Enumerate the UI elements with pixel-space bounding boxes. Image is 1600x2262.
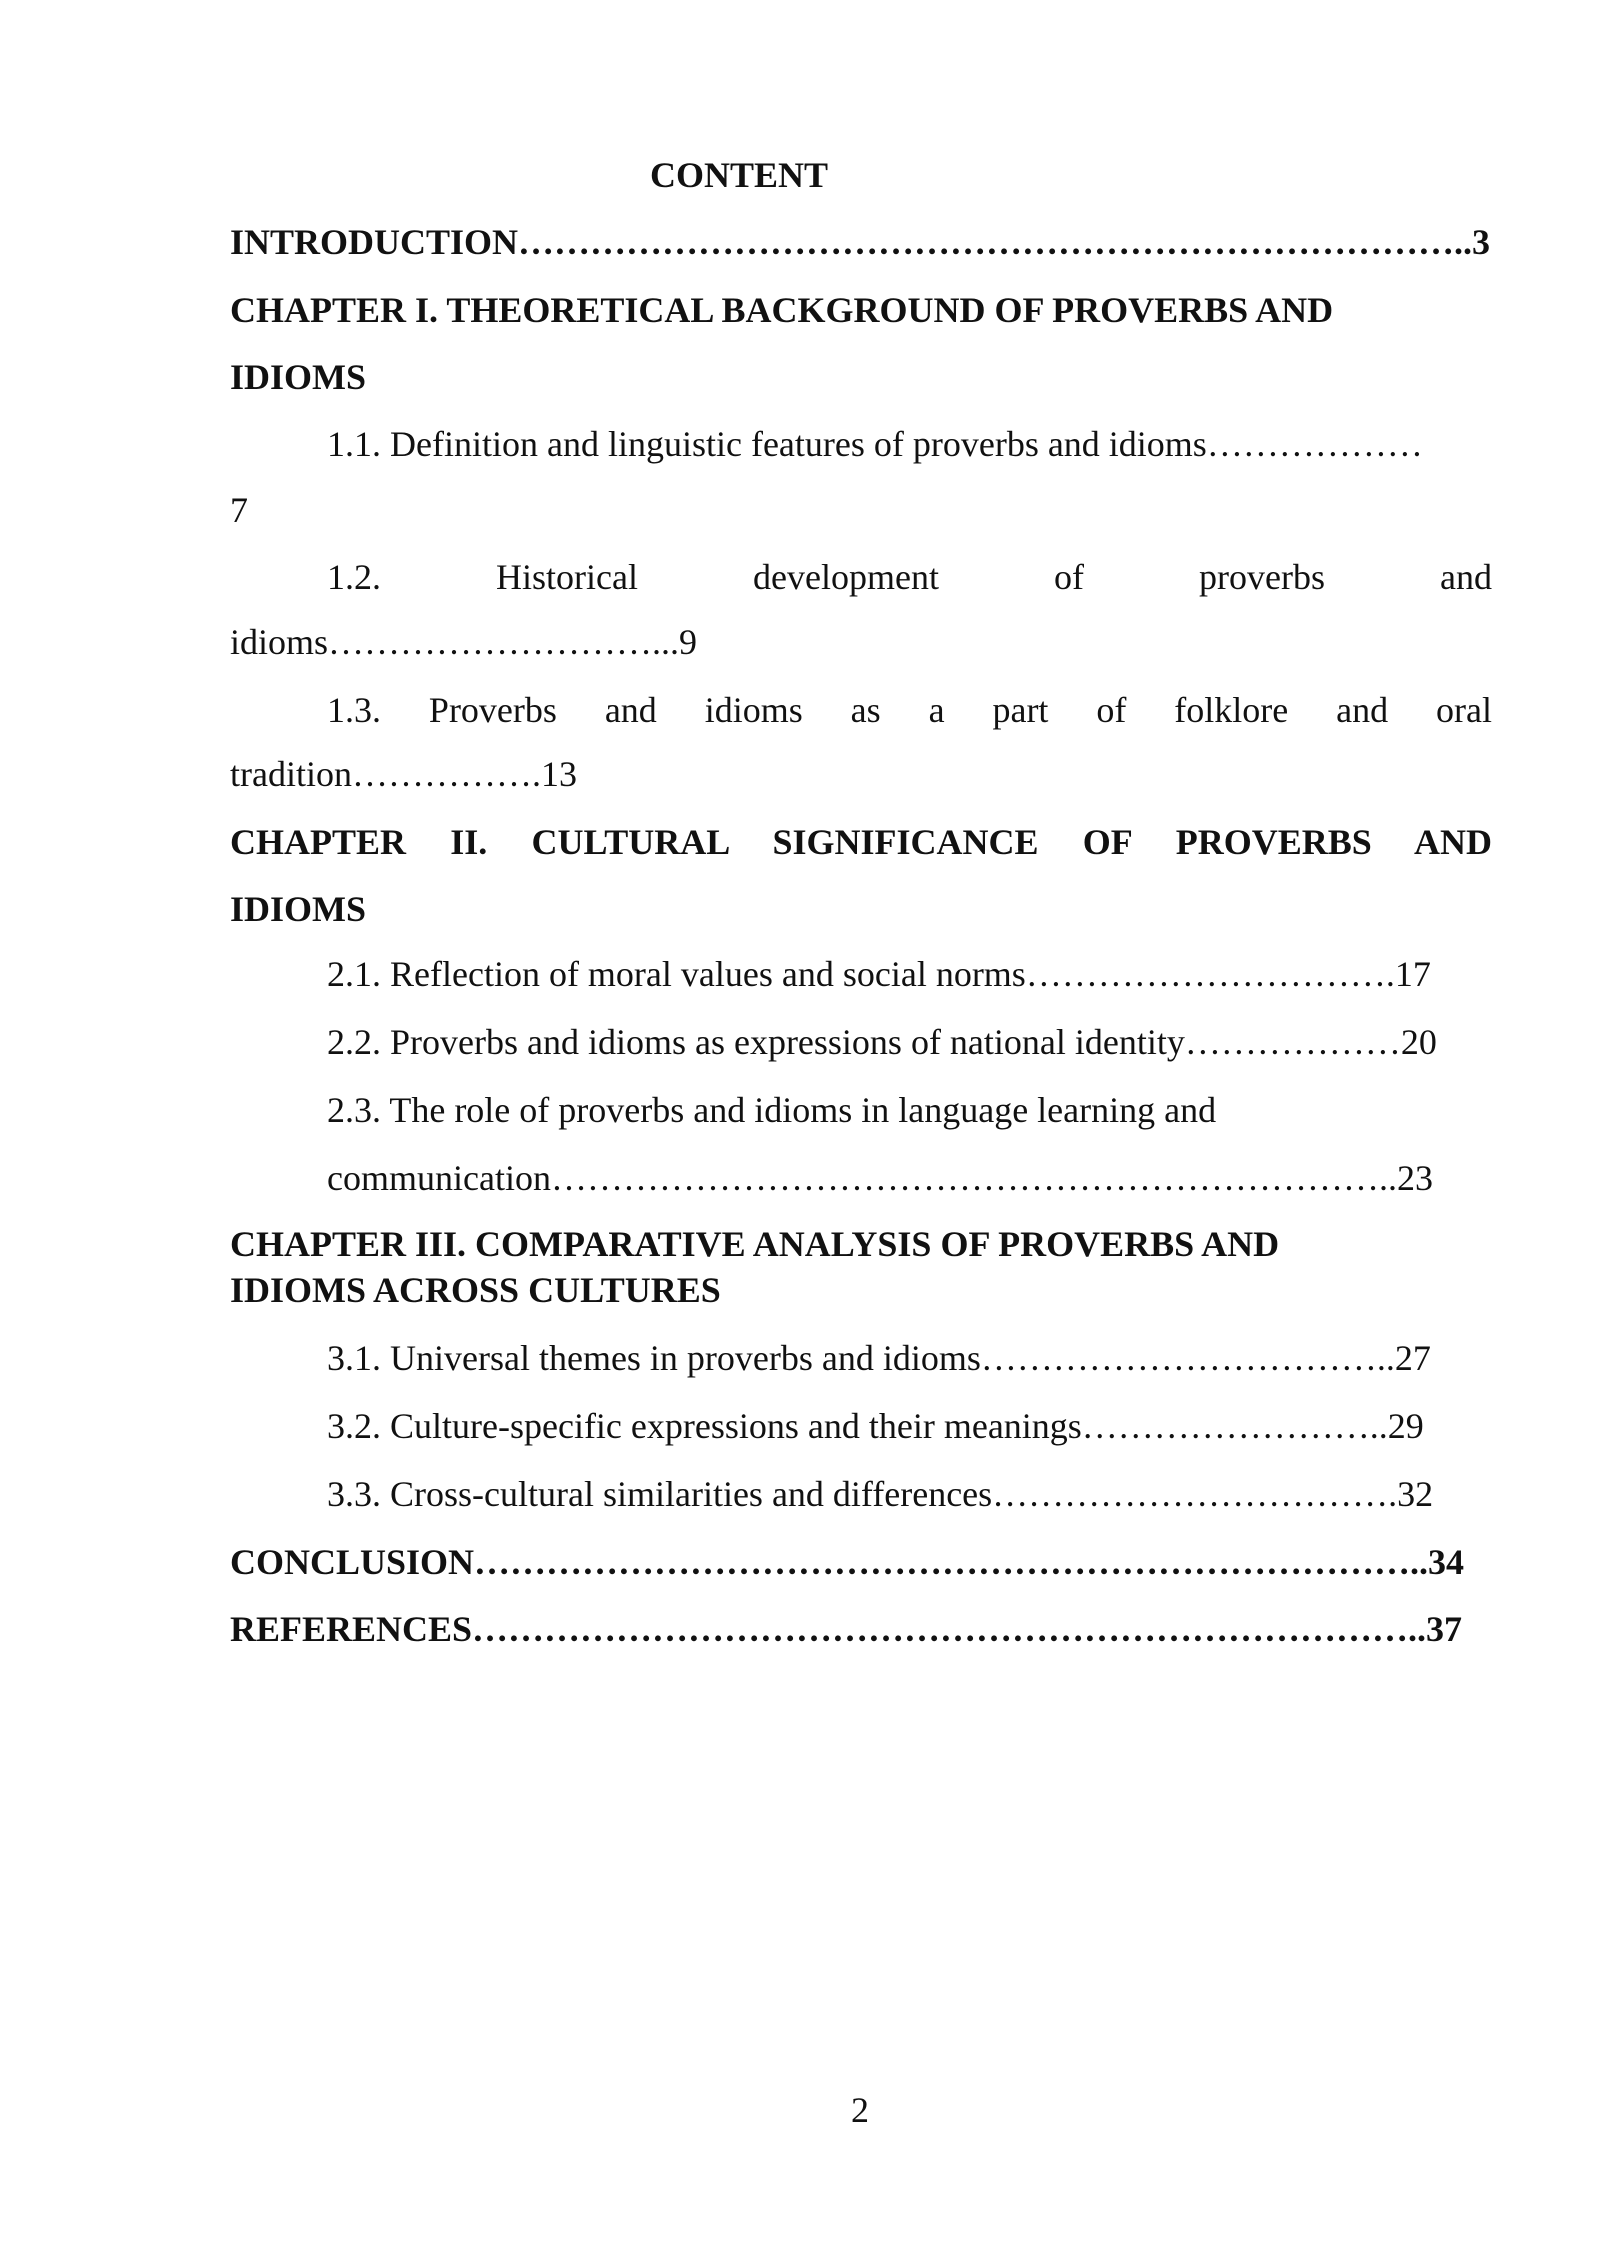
toc-chapter-3-line-1: CHAPTER III. COMPARATIVE ANALYSIS OF PROVERBS AND <box>230 1224 1280 1264</box>
toc-references: REFERENCES……………………………………………………………………..37 <box>230 1609 1463 1649</box>
toc-section-2-1: 2.1. Reflection of moral values and social norms………………………….17 <box>327 954 1431 994</box>
toc-section-3-2: 3.2. Culture-specific expressions and their meanings……………………..29 <box>327 1406 1424 1446</box>
toc-chapter-1-line-2: IDIOMS <box>230 357 367 397</box>
page-number: 2 <box>851 2090 869 2130</box>
toc-section-1-3-line-2: tradition…………….13 <box>230 754 577 794</box>
toc-section-3-1: 3.1. Universal themes in proverbs and idioms……………………………..27 <box>327 1338 1431 1378</box>
toc-section-1-3-line-1: 1.3. Proverbs and idioms as a part of folklore and oral <box>327 690 1492 730</box>
toc-section-2-3-line-1: 2.3. The role of proverbs and idioms in language learning and <box>327 1090 1217 1130</box>
toc-introduction: INTRODUCTION……………………………………………………………………..3 <box>230 222 1491 262</box>
toc-section-1-2-line-1: 1.2. Historical development of proverbs and <box>327 557 1492 597</box>
toc-chapter-2-line-1: CHAPTER II. CULTURAL SIGNIFICANCE OF PROVERBS AND <box>230 822 1492 862</box>
page-title: CONTENT <box>649 155 829 195</box>
toc-section-1-2-line-2: idioms………………………...9 <box>230 622 698 662</box>
toc-chapter-1-line-1: CHAPTER I. THEORETICAL BACKGROUND OF PROVERBS AND <box>230 290 1334 330</box>
toc-chapter-3-line-2: IDIOMS ACROSS CULTURES <box>230 1270 721 1310</box>
toc-section-2-3-line-2: communication……………………………………………………………..23 <box>327 1158 1433 1198</box>
toc-section-1-1-line-1: 1.1. Definition and linguistic features of proverbs and idioms……………… <box>327 424 1423 464</box>
toc-section-2-2: 2.2. Proverbs and idioms as expressions of national identity………………20 <box>327 1022 1437 1062</box>
toc-conclusion: CONCLUSION……………………………………………………………………..34 <box>230 1542 1465 1582</box>
toc-section-1-1-line-2: 7 <box>230 490 248 530</box>
toc-chapter-2-line-2: IDIOMS <box>230 889 367 929</box>
toc-section-3-3: 3.3. Cross-cultural similarities and differences…………………………….32 <box>327 1474 1434 1514</box>
